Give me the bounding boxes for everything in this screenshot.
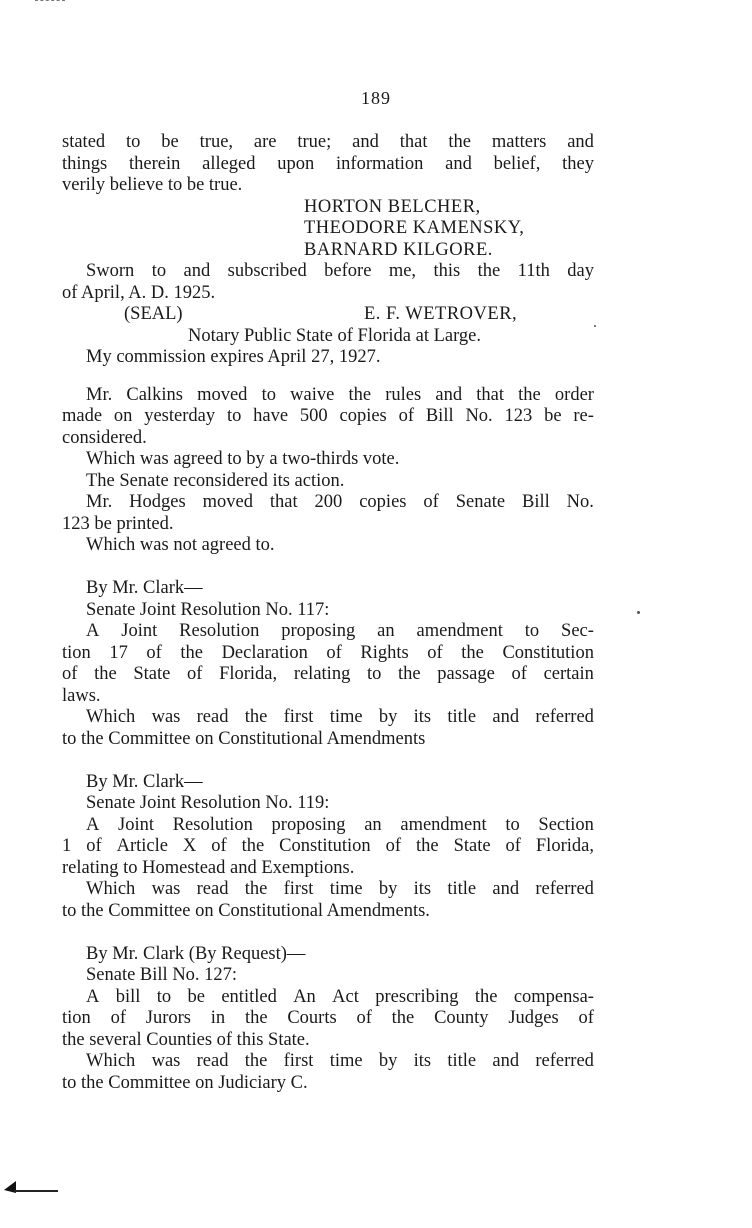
word: prescribing [375,986,459,1007]
word: yesterday [144,406,216,426]
word: Joint [121,621,158,641]
word: and [445,153,472,174]
word: Senate [455,492,506,512]
word: of [326,642,342,663]
word: Declaration [221,642,308,663]
word: 11th [517,261,550,281]
word: moved [197,384,248,405]
text-line [62,261,594,283]
word: 123 [504,406,533,426]
text-line: Senate Joint Resolution No. 119: [86,793,330,813]
word: passage [437,664,495,684]
signer-name: THEODORE KAMENSKY, [304,218,525,238]
word: the [180,642,203,663]
word: upon [277,153,315,174]
word: alleged [202,153,256,174]
text-line: to the Committee on Judiciary C. [62,1072,308,1093]
word: State [133,664,171,684]
word: of [86,836,102,856]
text-line: considered. [62,427,147,448]
word: Resolution [172,814,253,835]
word: of [505,836,521,856]
word: the [448,132,471,152]
text-line: Which was not agreed to. [86,535,275,555]
word: was [151,879,181,899]
word: this [433,261,461,281]
text-line [62,1051,594,1073]
word: matters [491,132,547,152]
word: time [329,707,363,727]
word: tion [62,1008,91,1028]
word: Bill [521,492,550,512]
word: the [244,1051,268,1071]
word: to [226,406,242,426]
word: that [476,384,504,405]
word: Act [332,986,359,1007]
word: first [283,1051,314,1071]
word: read [196,707,229,727]
word: Hodges [129,492,186,512]
word: bill [115,986,141,1007]
word: read [196,1051,229,1071]
word: No. [465,406,493,426]
text-line: laws. [62,685,101,706]
word: Jurors [145,1008,191,1028]
text-line [62,643,594,665]
word: Sec- [561,621,594,641]
word: re- [573,406,594,426]
scan-edge-mark [2,1180,60,1194]
word: to [505,814,520,835]
word: Mr. [86,492,113,512]
seal-row [62,304,594,326]
text-line [62,879,594,901]
notary-name: E. F. WETROVER, [364,304,518,324]
word: of [146,642,162,663]
page-number: 189 [361,88,391,108]
word: of [187,664,203,684]
word: Mr. [86,384,113,405]
word: of [110,1008,126,1028]
word: be [544,406,562,426]
word: Resolution [179,621,260,641]
word: copies [359,492,407,512]
word: in [210,1008,226,1028]
word: relating [293,664,351,684]
word: and [492,1051,520,1071]
word: and [567,132,594,152]
word: 1 [62,836,72,856]
word: the [244,1008,268,1028]
text-line [62,154,594,176]
word: Rights [360,642,409,663]
word: was [151,1051,181,1071]
word: Calkins [126,384,183,405]
word: Which [86,1051,136,1071]
word: amendment [400,814,487,835]
word: an [364,814,382,835]
word: County [434,1008,489,1028]
word: day [567,261,594,281]
word: Constitution [279,836,371,856]
word: Courts [287,1008,337,1028]
word: and [352,132,379,152]
word: Bill [425,406,454,426]
word: referred [535,1051,594,1071]
word: certain [543,664,594,684]
word: the [391,1008,415,1028]
text-line: By Mr. Clark— [86,578,203,598]
word: me, [388,261,417,281]
word: true, [199,132,234,152]
word: Section [538,814,594,835]
word: 200 [314,492,343,512]
word: of [211,836,227,856]
notary-title: Notary Public State of Florida at Large. [188,325,482,346]
scan-speck [594,325,596,327]
text-line: Senate Bill No. 127: [86,965,238,985]
scan-corner-mark [35,0,65,3]
word: State [453,836,491,856]
word: the [416,836,439,856]
word: the [244,707,268,727]
text-line: of April, A. D. 1925. [62,282,216,303]
word: of [356,1008,372,1028]
word: 17 [109,642,128,663]
word: stated [62,132,106,152]
word: read [196,879,229,899]
word: order [554,384,594,405]
word: compensa- [513,986,594,1007]
text-line: 123 be printed. [62,513,174,534]
text-line [62,1008,594,1030]
word: true; [297,132,332,152]
word: and [492,707,520,727]
word: Judges [508,1008,559,1028]
word: Sworn [86,261,135,281]
word: was [151,707,181,727]
word: A [86,986,100,1007]
word: that [269,492,298,512]
word: of [385,836,402,856]
signer-name: BARNARD KILGORE. [304,239,493,260]
word: proposing [281,621,356,641]
text-line: Senate Joint Resolution No. 117: [86,599,330,620]
word: of [62,664,78,684]
word: to [366,664,382,684]
word: the [518,384,541,405]
text-line: By Mr. Clark (By Request)— [86,943,306,964]
word: A [86,814,100,835]
text-line: verily believe to be true. [62,175,243,195]
word: of [423,492,439,512]
text-line: The Senate reconsidered its action. [86,470,345,491]
word: they [562,153,594,174]
text-line [62,406,594,428]
word: the [241,836,265,856]
word: therein [128,153,181,174]
word: that [399,132,428,152]
word: entitled [221,986,277,1007]
word: the [461,642,484,663]
word: waive [290,384,335,405]
word: time [329,879,363,899]
word: An [293,986,316,1007]
text-line: By Mr. Clark— [86,771,203,792]
word: title [447,1051,477,1071]
word: an [377,621,395,641]
word: be [187,986,205,1007]
text-line [62,664,594,686]
text-line [62,987,594,1009]
word: information [336,153,424,174]
text-line: to the Committee on Constitutional Amendments. [62,900,430,921]
word: to [126,132,141,152]
word: to [524,621,540,641]
word: title [447,879,477,899]
word: No. [566,492,594,512]
word: to [151,261,167,281]
word: the [477,261,501,281]
word: rules [385,384,422,405]
word: time [329,1051,363,1071]
text-line: the several Counties of this State. [62,1029,310,1050]
word: A [86,621,100,641]
text-line: Which was agreed to by a two-thirds vote. [86,449,400,469]
page-body [62,132,594,1094]
text-line [62,492,594,514]
word: by [378,707,398,727]
word: of [511,664,527,684]
text-line [62,707,594,729]
word: 500 [299,406,328,426]
word: to [261,384,276,405]
word: by [378,1051,398,1071]
word: to [156,986,172,1007]
word: copies [339,406,387,426]
text-line [62,815,594,837]
word: first [283,879,314,899]
text-line [62,836,594,858]
word: the [244,879,268,899]
word: title [447,707,477,727]
word: of [398,406,415,426]
commission-expiry: My commission expires April 27, 1927. [86,347,381,367]
word: its [413,707,432,727]
word: made [62,406,103,426]
text-line: relating to Homestead and Exemptions. [62,857,355,878]
word: the [94,664,117,684]
signer-name: HORTON BELCHER, [304,196,481,217]
word: subscribed [227,261,307,281]
word: Florida, [535,836,594,856]
word: tion [62,642,91,663]
word: belief, [493,153,541,174]
text-line [62,621,594,643]
word: Which [86,707,136,727]
word: the [348,384,372,405]
word: first [283,707,314,727]
text-line [62,385,594,407]
text-line [62,132,594,154]
word: referred [535,879,594,899]
word: and [435,384,463,405]
word: its [413,1051,432,1071]
word: be [161,132,179,152]
word: and [183,261,211,281]
word: the [398,664,421,684]
word: of [427,642,443,663]
word: Constitution [502,642,594,663]
word: before [324,261,372,281]
word: Article [116,836,168,856]
word: moved [202,492,253,512]
word: the [474,986,498,1007]
word: things [62,153,108,174]
word: Joint [118,814,155,835]
word: are [253,132,277,152]
word: on [113,406,133,426]
word: have [253,406,289,426]
word: its [413,879,432,899]
word: X [182,836,197,856]
word: by [378,879,398,899]
word: amendment [416,621,503,641]
word: referred [535,707,594,727]
word: Which [86,879,136,899]
scan-speck [637,611,640,614]
word: of [578,1008,594,1028]
seal-label: (SEAL) [124,304,183,324]
text-line: to the Committee on Constitutional Amendments [62,728,426,749]
word: Florida, [219,664,278,684]
word: proposing [271,814,346,835]
word: and [492,879,520,899]
